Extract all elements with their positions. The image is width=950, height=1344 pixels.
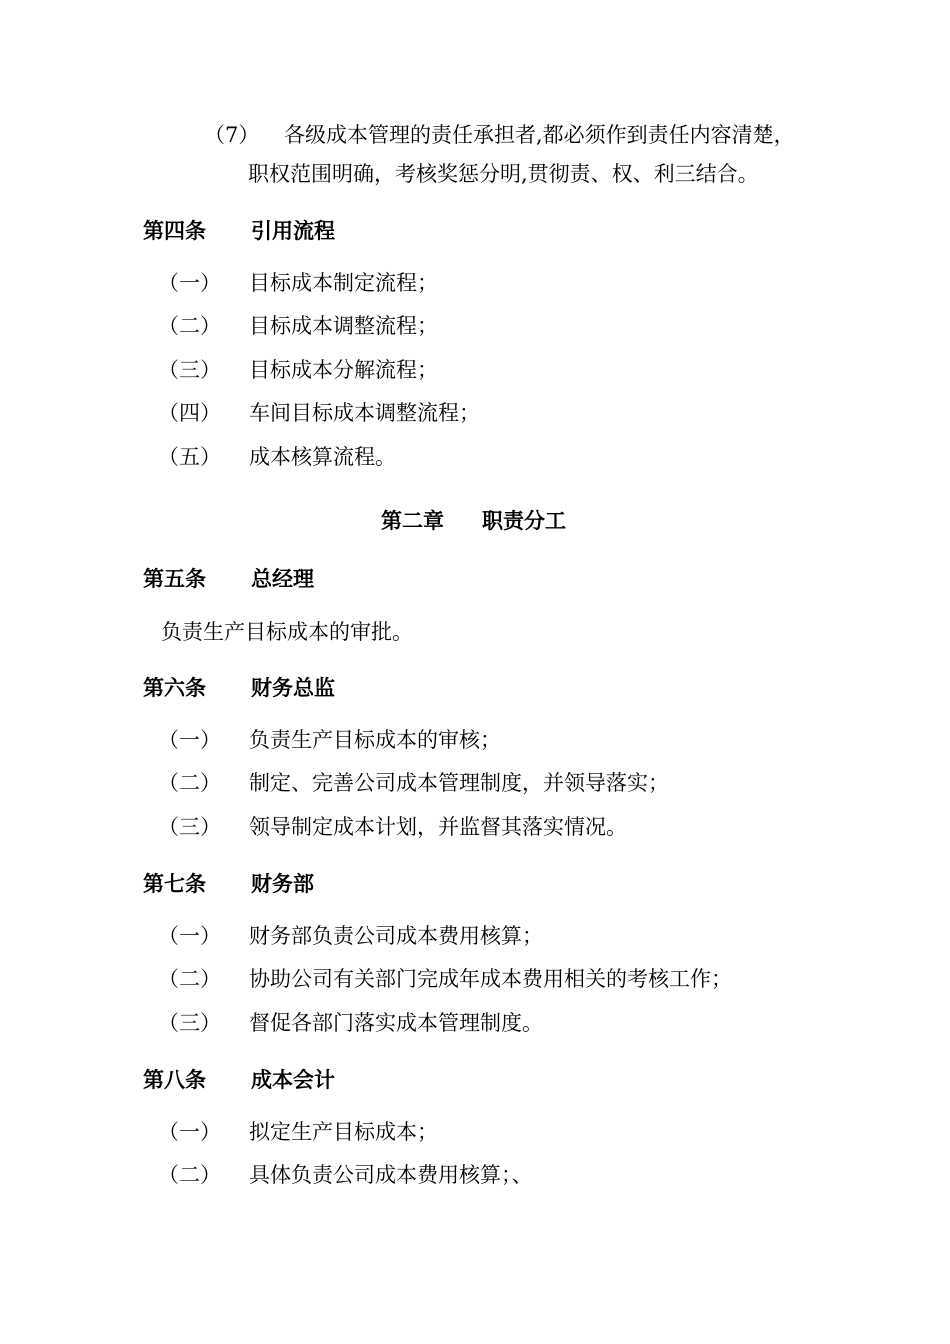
chapter-2-title: 职责分工 (482, 508, 566, 533)
item-text: 成本核算流程。 (249, 445, 396, 469)
article-5-title: 总经理 (251, 566, 314, 591)
item-number: （一） (158, 728, 221, 752)
article-8-title: 成本会计 (251, 1067, 335, 1092)
item-number: （三） (158, 815, 221, 839)
article-5-text: 负责生产目标成本的审批。 (161, 620, 413, 644)
item-number: （二） (158, 1163, 221, 1187)
item-number: （二） (158, 967, 221, 991)
item-text: 制定、完善公司成本管理制度，并领导落实； (249, 771, 669, 795)
item-text: 督促各部门落实成本管理制度。 (249, 1011, 543, 1035)
clause-7-text-1: 各级成本管理的责任承担者,都必须作到责任内容清楚， (284, 123, 795, 147)
item-number: （一） (158, 1120, 221, 1144)
item-number: （一） (158, 924, 221, 948)
item-number: （二） (158, 314, 221, 338)
item-number: （三） (158, 358, 221, 382)
item-text: 目标成本制定流程； (249, 271, 438, 295)
item-text: 领导制定成本计划，并监督其落实情况。 (249, 815, 627, 839)
article-6-number: 第六条 (143, 675, 206, 700)
article-7-title: 财务部 (251, 871, 314, 896)
item-text: 具体负责公司成本费用核算；、 (249, 1163, 533, 1187)
article-4-title: 引用流程 (251, 218, 335, 243)
item-text: 财务部负责公司成本费用核算； (249, 924, 543, 948)
item-number: （五） (158, 445, 221, 469)
item-number: （四） (158, 401, 221, 425)
item-number: （二） (158, 771, 221, 795)
article-7-number: 第七条 (143, 871, 206, 896)
article-6-title: 财务总监 (251, 675, 335, 700)
article-5-number: 第五条 (143, 566, 206, 591)
chapter-2-number: 第二章 (381, 508, 444, 533)
item-text: 协助公司有关部门完成年成本费用相关的考核工作； (249, 967, 732, 991)
article-4-number: 第四条 (143, 218, 206, 243)
item-text: 拟定生产目标成本； (249, 1120, 438, 1144)
item-text: 目标成本调整流程； (249, 314, 438, 338)
clause-7-number: （7） (204, 123, 260, 147)
item-text: 目标成本分解流程； (249, 358, 438, 382)
clause-7-text-2: 职权范围明确，考核奖惩分明,贯彻责、权、利三结合。 (248, 162, 759, 186)
item-text: 负责生产目标成本的审核； (249, 728, 501, 752)
item-number: （三） (158, 1011, 221, 1035)
item-text: 车间目标成本调整流程； (249, 401, 480, 425)
article-8-number: 第八条 (143, 1067, 206, 1092)
item-number: （一） (158, 271, 221, 295)
